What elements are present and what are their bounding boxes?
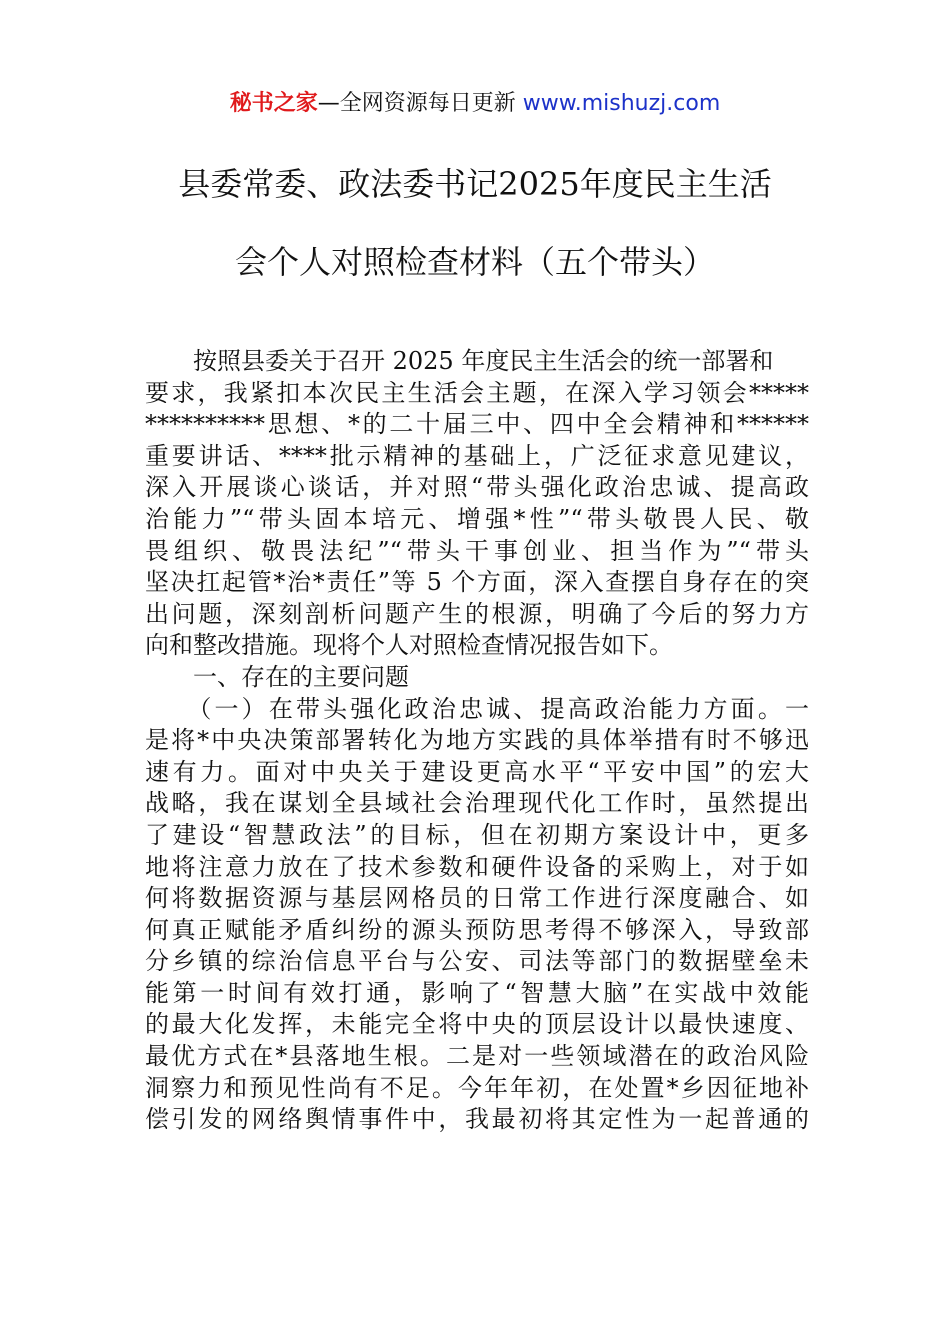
title-line-2: 会个人对照检查材料（五个带头）	[234, 243, 715, 281]
body-line: 向和整改措施。现将个人对照检查情况报告如下。	[145, 631, 673, 660]
body-line: 地将注意力放在了技术参数和硬件设备的采购上，对于如	[145, 852, 809, 881]
body-line: 洞察力和预见性尚有不足。今年年初，在处置*乡因征地补	[145, 1073, 809, 1102]
body-line: 能第一时间有效打通，影响了“智慧大脑”在实战中效能	[145, 978, 809, 1007]
document-body	[145, 346, 809, 1136]
body-line: 的最大化发挥，未能完全将中央的顶层设计以最快速度、	[145, 1010, 809, 1039]
body-line: 最优方式在*县落地生根。二是对一些领域潜在的政治风险	[145, 1042, 809, 1071]
body-line: 要求，我紧扣本次民主生活会主题，在深入学习领会*****	[145, 378, 809, 407]
title-line-1: 县委常委、政法委书记2025年度民主生活	[178, 165, 772, 203]
body-line: 畏组织、敬畏法纪”“带头干事创业、担当作为”“带头	[145, 536, 809, 565]
site-brand: 秘书之家	[229, 91, 318, 116]
section-heading: 一、存在的主要问题	[145, 662, 409, 691]
body-line: 深入开展谈心谈话，并对照“带头强化政治忠诚、提高政	[145, 473, 809, 502]
body-line: 分乡镇的综治信息平台与公安、司法等部门的数据壁垒未	[145, 947, 809, 976]
body-line: 坚决扛起管*治*责任”等 5 个方面，深入查摆自身存在的突	[145, 568, 809, 597]
site-url-link[interactable]: www.mishuzj.com	[522, 91, 721, 116]
body-line: 何真正赋能矛盾纠纷的源头预防思考得不够深入，导致部	[145, 915, 809, 944]
body-line: **********思想、*的二十届三中、四中全会精神和******	[145, 410, 809, 439]
body-line: 治能力”“带头固本培元、增强*性”“带头敬畏人民、敬	[145, 504, 809, 533]
body-line: 出问题，深刻剖析问题产生的根源，明确了今后的努力方	[145, 599, 809, 628]
body-line: 偿引发的网络舆情事件中，我最初将其定性为一起普通的	[145, 1105, 809, 1134]
body-line: 按照县委关于召开 2025 年度民主生活会的统一部署和	[145, 347, 774, 375]
document-title	[100, 162, 850, 318]
body-line: 速有力。面对中央关于建设更高水平“平安中国”的宏大	[145, 757, 809, 786]
body-line: 重要讲话、****批示精神的基础上，广泛征求意见建议，	[145, 441, 809, 470]
site-header	[0, 88, 950, 120]
body-line: 了建设“智慧政法”的目标，但在初期方案设计中，更多	[145, 820, 809, 849]
body-line: 战略，我在谋划全县域社会治理现代化工作时，虽然提出	[145, 789, 809, 818]
body-line: （一）在带头强化政治忠诚、提高政治能力方面。一	[145, 694, 809, 723]
site-tagline: —全网资源每日更新	[317, 91, 516, 116]
body-line: 何将数据资源与基层网格员的日常工作进行深度融合、如	[145, 884, 809, 913]
body-line: 是将*中央决策部署转化为地方实践的具体举措有时不够迅	[145, 726, 809, 755]
